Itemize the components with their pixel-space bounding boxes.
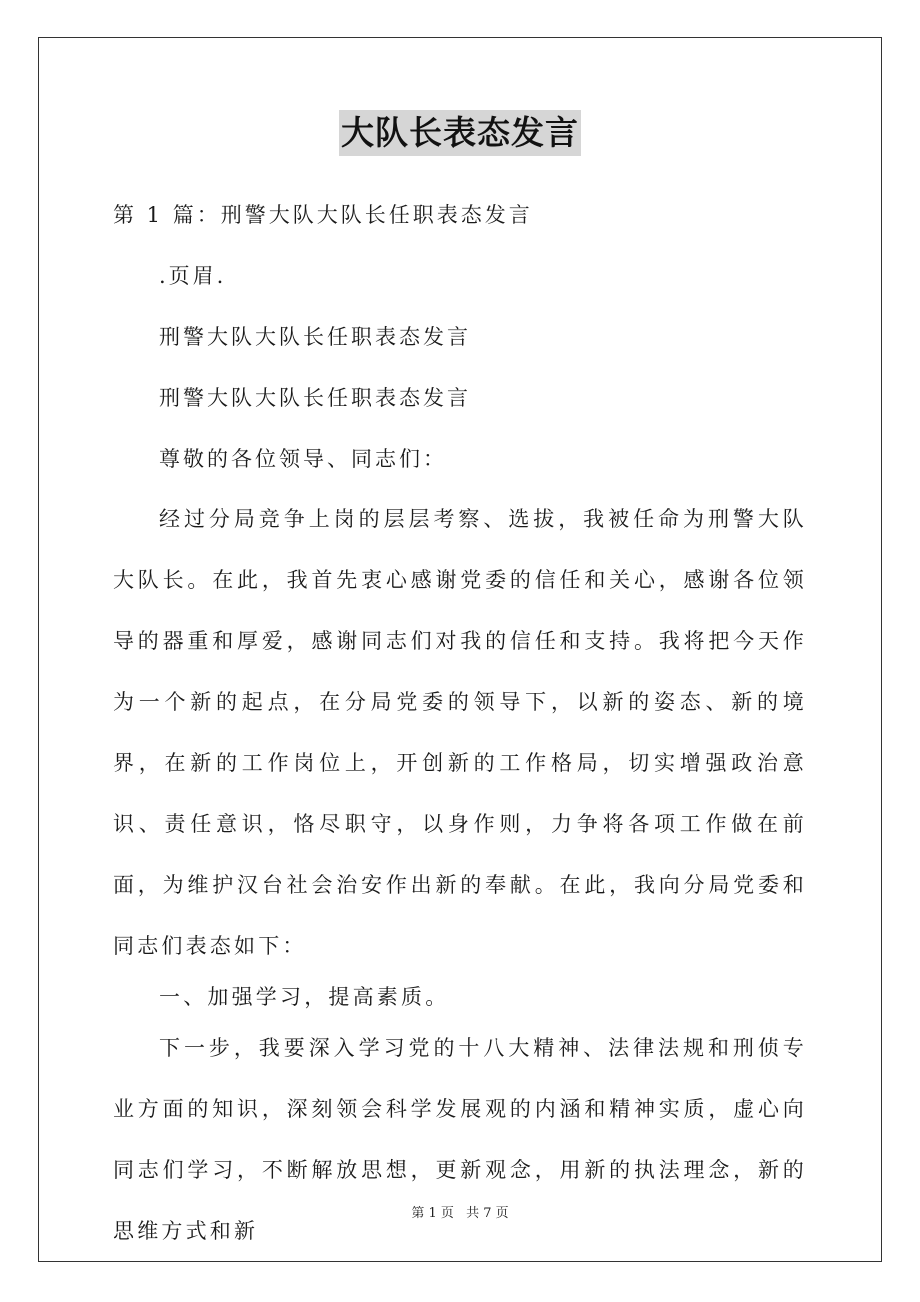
paragraph-1: 经过分局竞争上岗的层层考察、选拔，我被任命为刑警大队大队长。在此，我首先衷心感谢党委的信任和关心，感谢各位领导的器重和厚爱，感谢同志们对我的信任和支持。我将把今天作为一个新的起点，在分局党委的领导下，以新的姿态、新的境界，在新的工作岗位上，开创新的工作格局，切实增强政治意识、责任意识，恪尽职守，以身作则，力争将各项工作做在前面，为维护汉台社会治安作出新的奉献。在此，我向分局党委和同志们表态如下： bbox=[113, 507, 807, 958]
subtitle-1: 刑警大队大队长任职表态发言 bbox=[159, 325, 471, 349]
document-title: 大队长表态发言 bbox=[339, 110, 581, 156]
page-number-current: 第 1 页 bbox=[411, 1206, 454, 1221]
page-number-total: 共 7 页 bbox=[466, 1206, 509, 1221]
paragraph-2: 下一步，我要深入学习党的十八大精神、法律法规和刑侦专业方面的知识，深刻领会科学发展观的内涵和精神实质，虚心向同志们学习，不断解放思想，更新观念，用新的执法理念，新的思维方式和新 bbox=[113, 1036, 807, 1243]
subtitle-2: 刑警大队大队长任职表态发言 bbox=[159, 386, 471, 410]
title-container bbox=[0, 110, 920, 156]
salutation: 尊敬的各位领导、同志们： bbox=[159, 447, 447, 471]
page-footer bbox=[0, 1204, 920, 1224]
header-note: .页眉. bbox=[159, 264, 227, 288]
point-1: 一、加强学习，提高素质。 bbox=[159, 985, 450, 1009]
section-heading: 第 1 篇：刑警大队大队长任职表态发言 bbox=[113, 203, 533, 227]
document-body bbox=[113, 194, 807, 1262]
